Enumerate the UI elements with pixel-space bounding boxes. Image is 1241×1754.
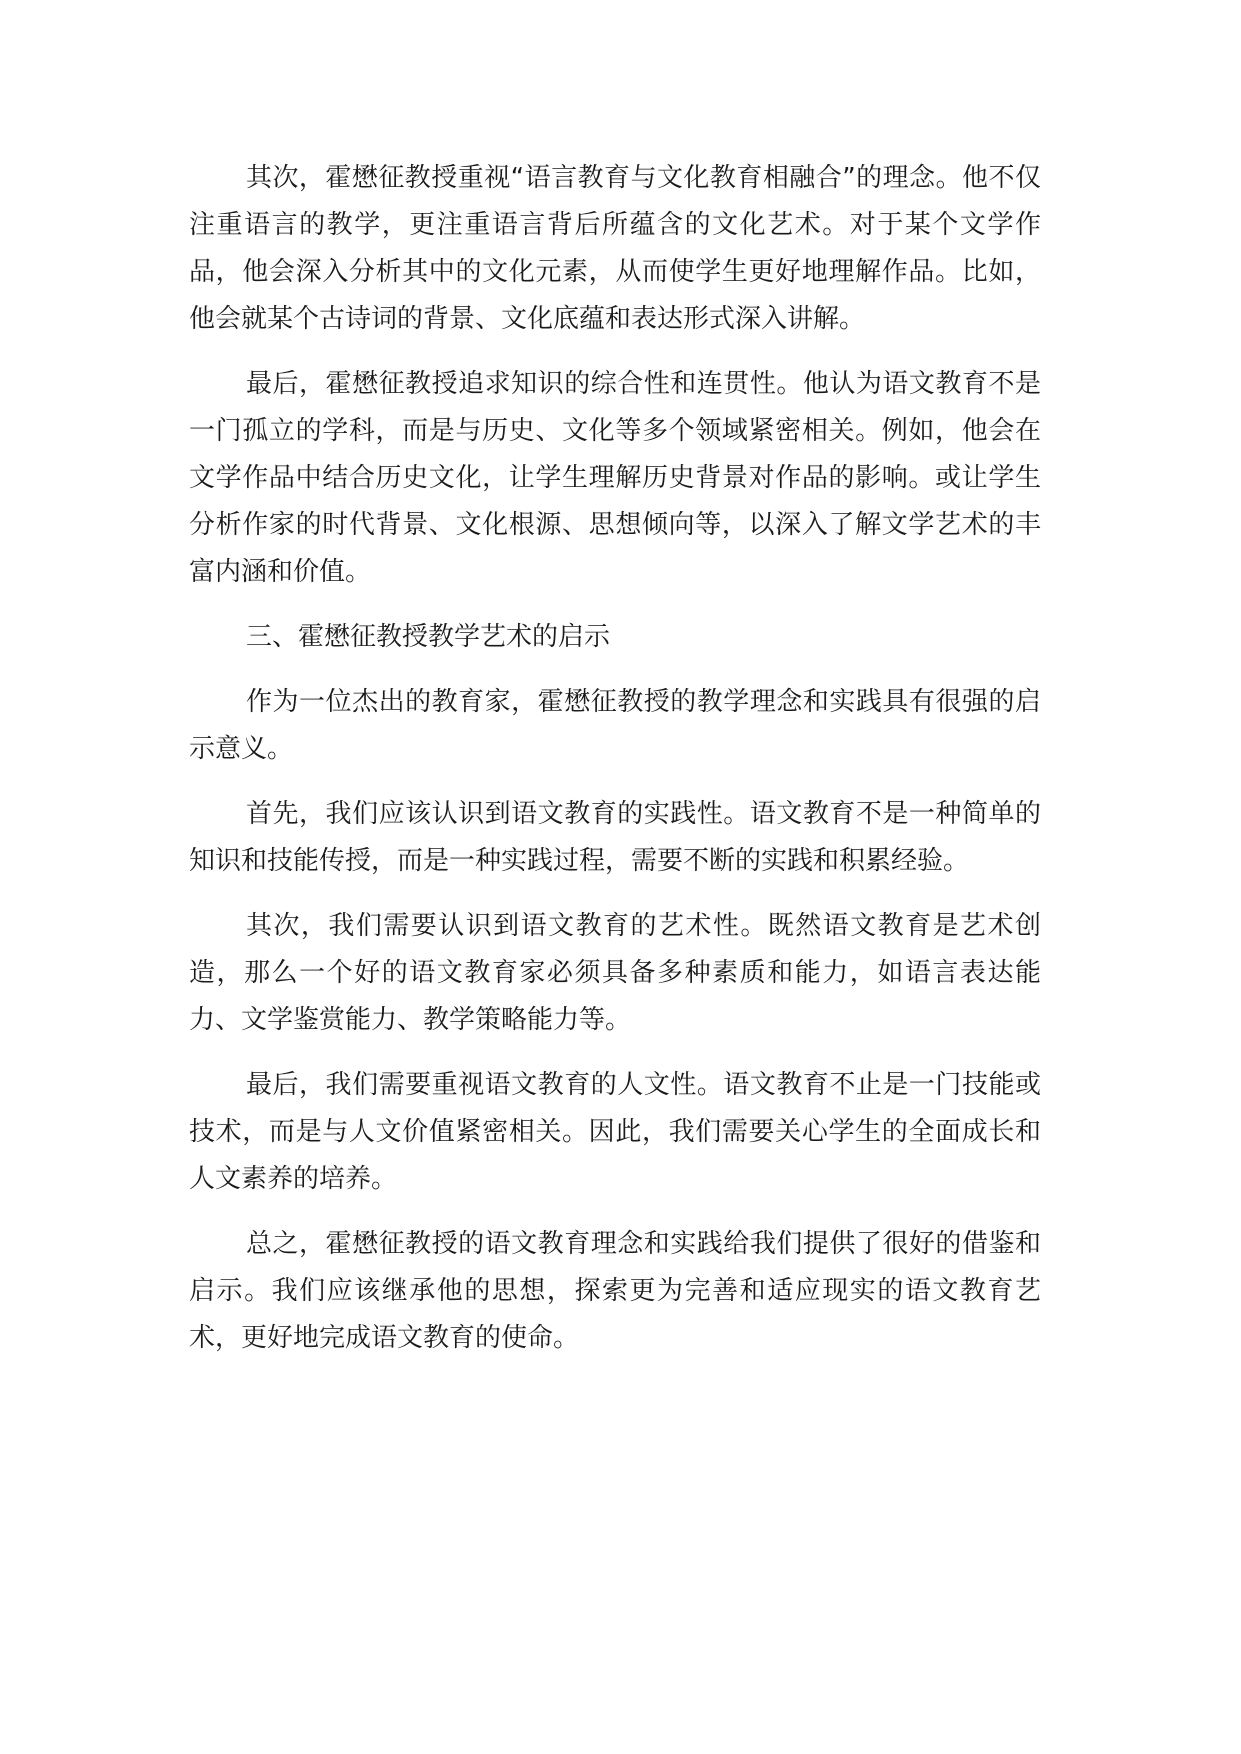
paragraph-intro-inspiration: 作为一位杰出的教育家，霍懋征教授的教学理念和实践具有很强的启示意义。 (189, 687, 1041, 764)
paragraph-humanism: 最后，我们需要重视语文教育的人文性。语文教育不止是一门技能或技术，而是与人文价值紧密相关。因此，我们需要关心学生的全面成长和人文素养的培养。 (189, 1070, 1041, 1194)
paragraph-practicality: 首先，我们应该认识到语文教育的实践性。语文教育不是一种简单的知识和技能传授，而是一种实践过程，需要不断的实践和积累经验。 (189, 799, 1041, 876)
paragraph-knowledge-coherence: 最后，霍懋征教授追求知识的综合性和连贯性。他认为语文教育不是一门孤立的学科，而是与历史、文化等多个领域紧密相关。例如，他会在文学作品中结合历史文化，让学生理解历史背景对作品的影响。或让学生分析作家的时代背景、文化根源、思想倾向等，以深入了解文学艺术的丰富内涵和价值。 (189, 369, 1041, 587)
document-body (189, 155, 1041, 1380)
paragraph-conclusion: 总之，霍懋征教授的语文教育理念和实践给我们提供了很好的借鉴和启示。我们应该继承他的思想，探索更为完善和适应现实的语文教育艺术，更好地完成语文教育的使命。 (189, 1229, 1041, 1353)
paragraph-cultural-integration: 其次，霍懋征教授重视“语言教育与文化教育相融合”的理念。他不仅注重语言的教学，更注重语言背后所蕴含的文化艺术。对于某个文学作品，他会深入分析其中的文化元素，从而使学生更好地理解作品。比如，他会就某个古诗词的背景、文化底蕴和表达形式深入讲解。 (189, 163, 1041, 334)
section-heading: 三、霍懋征教授教学艺术的启示 (246, 622, 611, 652)
paragraph-artistry: 其次，我们需要认识到语文教育的艺术性。既然语文教育是艺术创造，那么一个好的语文教育家必须具备多种素质和能力，如语言表达能力、文学鉴赏能力、教学策略能力等。 (189, 911, 1041, 1035)
